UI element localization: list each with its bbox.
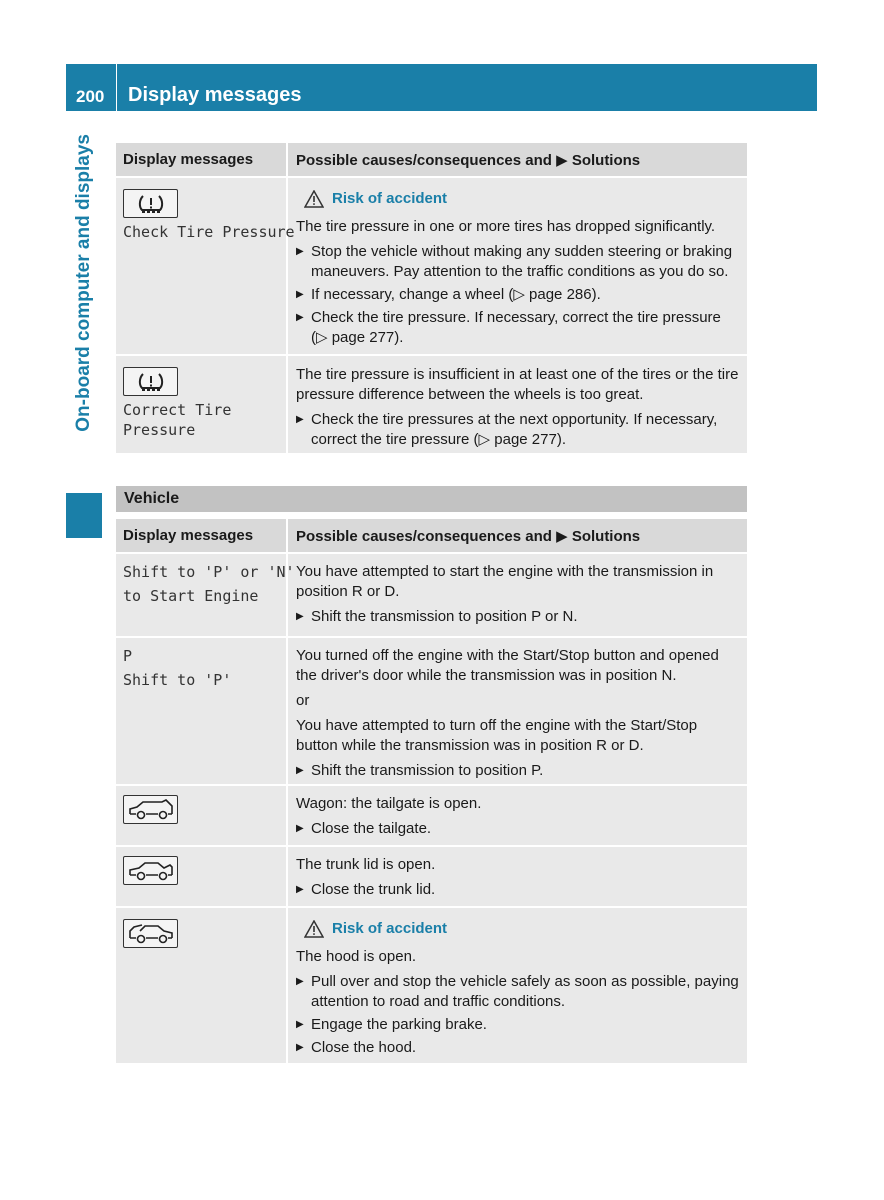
display-messages-table-tires <box>116 143 747 455</box>
solution-step: ▶ Stop the vehicle without making any sudden steering or braking maneuvers. Pay attention to the traffic conditions as you do so. <box>296 242 741 282</box>
table-header-row <box>116 143 747 178</box>
page-header <box>66 64 817 111</box>
warning-heading <box>304 919 741 939</box>
solution-step: ▶ Check the tire pressure. If necessary, correct the tire pressure (▷ page 277). <box>296 308 741 348</box>
cause-text: The hood is open. <box>296 948 417 965</box>
chapter-title: On-board computer and displays <box>73 134 94 432</box>
column-header-messages: Display messages <box>116 519 288 552</box>
table-row <box>116 554 747 638</box>
solution-step: ▶ Shift the transmission to position P. <box>296 761 741 781</box>
table-row <box>116 178 747 356</box>
display-message-text: Check Tire Pressure <box>123 223 295 241</box>
display-message-text: P Shift to 'P' <box>123 647 232 689</box>
tailgate-open-icon <box>123 795 178 824</box>
solution-step: ▶ Close the tailgate. <box>296 819 741 839</box>
table-row <box>116 908 747 1063</box>
table-row <box>116 356 747 455</box>
or-text: or <box>296 692 310 709</box>
display-message-text: Shift to 'P' or 'N' to Start Engine <box>123 563 295 605</box>
header-divider <box>116 64 117 111</box>
trunk-open-icon <box>123 856 178 885</box>
column-header-messages: Display messages <box>116 143 288 176</box>
column-header-causes: Possible causes/consequences and ▶ Solutions <box>296 528 641 545</box>
warning-triangle-icon <box>304 920 324 938</box>
solution-step: ▶ Close the trunk lid. <box>296 880 741 900</box>
solution-step: ▶ Engage the parking brake. <box>296 1015 741 1035</box>
warning-heading <box>304 189 741 209</box>
solution-step: ▶ Close the hood. <box>296 1038 741 1058</box>
chapter-marker <box>66 493 102 538</box>
warning-label: Risk of accident <box>332 920 448 937</box>
table-header-row <box>116 519 747 554</box>
cause-text: You have attempted to start the engine with the transmission in position R or D. <box>296 563 714 600</box>
display-message-text: Correct Tire Pressure <box>123 401 232 439</box>
warning-triangle-icon <box>304 190 324 208</box>
display-messages-table-vehicle <box>116 519 747 1063</box>
page-number: 200 <box>76 87 105 106</box>
cause-text: The tire pressure in one or more tires has dropped significantly. <box>296 218 716 235</box>
cause-text: The trunk lid is open. <box>296 856 436 873</box>
hood-open-icon <box>123 919 178 948</box>
solution-step: ▶ Shift the transmission to position P or N. <box>296 607 741 627</box>
solution-step: ▶ Check the tire pressures at the next opportunity. If necessary, correct the tire pressure (▷ page 277). <box>296 410 741 450</box>
cause-text: You have attempted to turn off the engine with the Start/Stop button while the transmission was in position R or D. <box>296 717 698 754</box>
solution-step: ▶ Pull over and stop the vehicle safely as soon as possible, paying attention to road and traffic conditions. <box>296 972 741 1012</box>
tire-pressure-icon <box>123 189 178 218</box>
table-row <box>116 786 747 847</box>
chapter-side-tab <box>66 130 102 490</box>
warning-label: Risk of accident <box>332 190 448 207</box>
cause-text: You turned off the engine with the Start/Stop button and opened the driver's door while the transmission was in position N. <box>296 647 719 684</box>
solution-step: ▶ If necessary, change a wheel (▷ page 286). <box>296 285 741 305</box>
column-header-causes: Possible causes/consequences and ▶ Solutions <box>296 152 641 169</box>
table-row <box>116 638 747 786</box>
page-title: Display messages <box>128 84 302 106</box>
cause-text: The tire pressure is insufficient in at least one of the tires or the tire pressure difference between the wheels is too great. <box>296 366 739 403</box>
section-heading-vehicle: Vehicle <box>116 486 747 512</box>
cause-text: Wagon: the tailgate is open. <box>296 795 482 812</box>
tire-pressure-icon <box>123 367 178 396</box>
table-row <box>116 847 747 908</box>
